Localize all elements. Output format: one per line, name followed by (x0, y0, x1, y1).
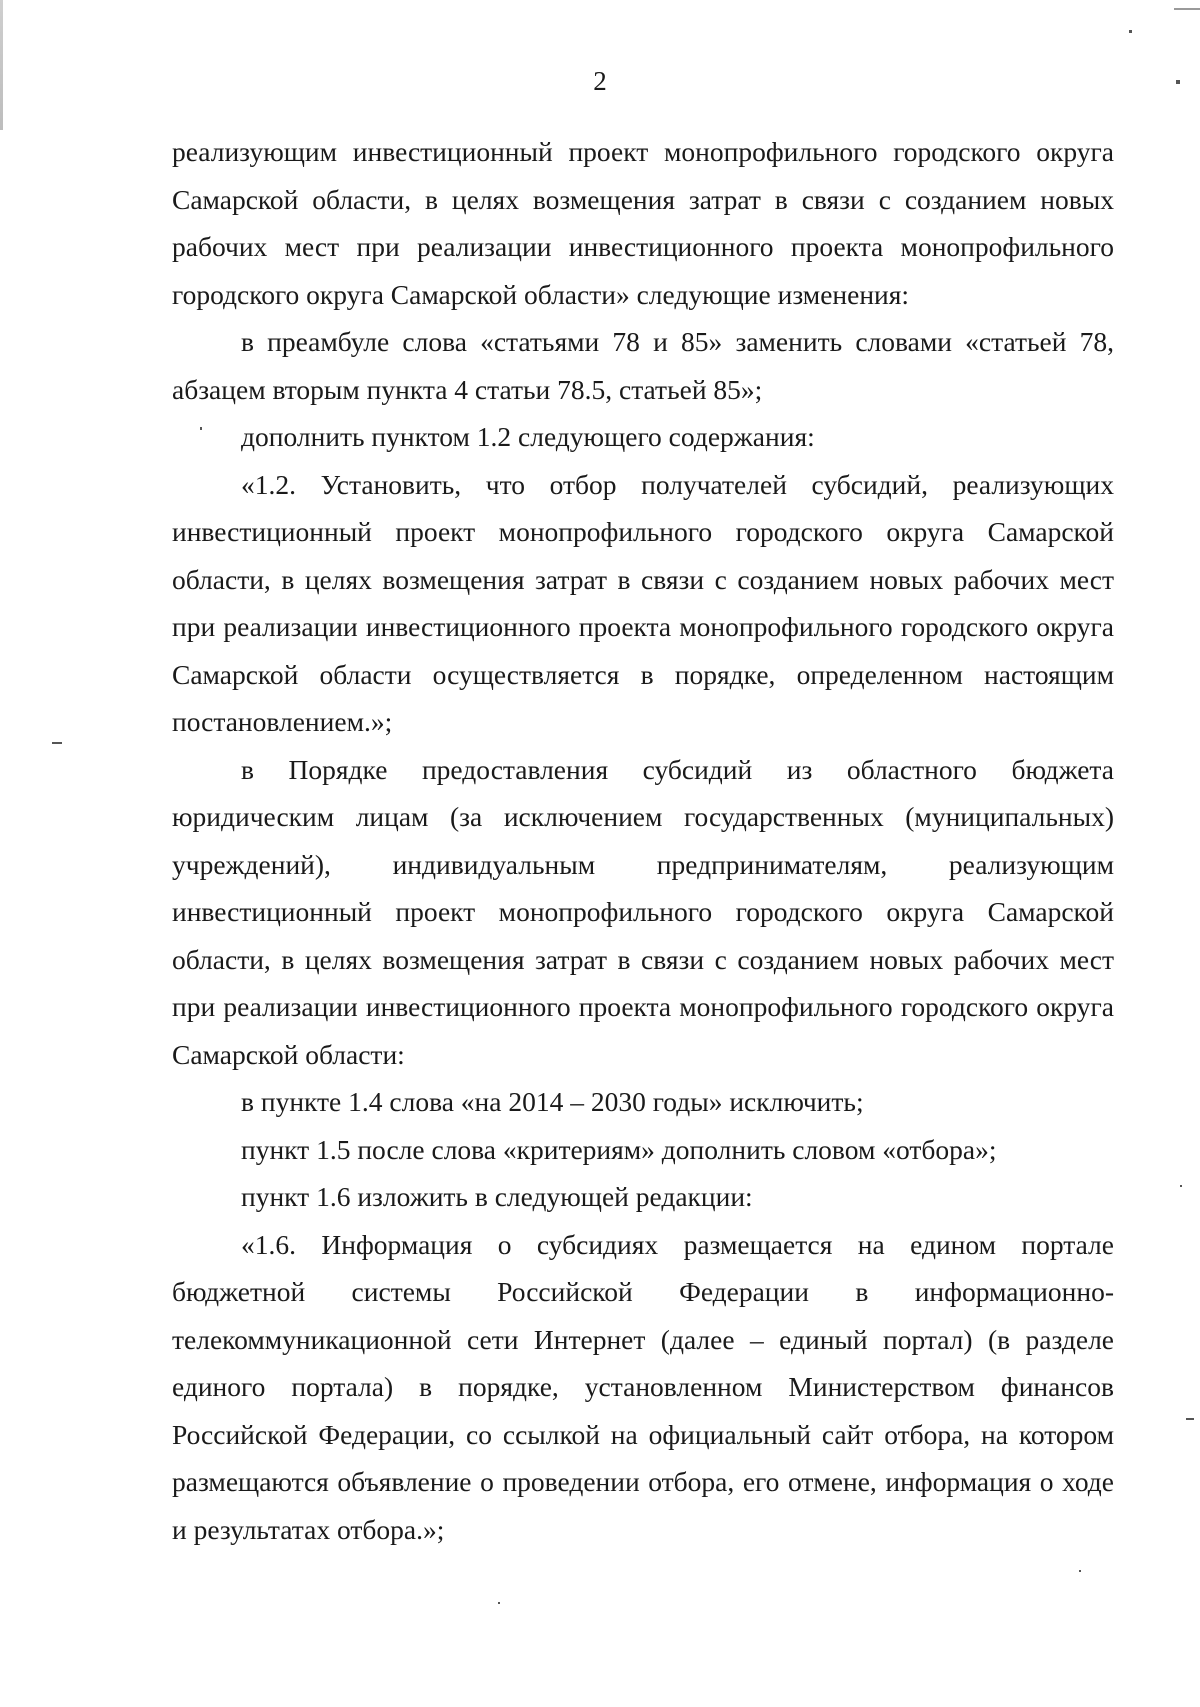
scan-speck (52, 742, 62, 744)
paragraph: пункт 1.5 после слова «критериям» дополнить словом «отбора»; (241, 1133, 997, 1165)
page-number: 2 (593, 66, 607, 96)
scan-speck (200, 427, 202, 430)
scan-speck (498, 1602, 500, 1604)
scan-edge-shadow (0, 0, 3, 130)
paragraph: пункт 1.6 изложить в следующей редакции: (241, 1181, 753, 1212)
paragraph: в преамбуле слова «статьями 78 и 85» заменить словами «статьей 78, абзацем вторым пункта 4 статьи 78.5, статьей 85»; (172, 326, 1114, 405)
paragraph: в Порядке предоставления субсидий из областного бюджета юридическим лицам (за исключением государственных (муниципальных) учреждений), индивидуальным предпринимателям, реализующим инвестиционный проект монопрофильного городского округа Самарской области, в целях возмещения затрат в связи с созданием новых рабочих мест при реализации инвестиционного проекта монопрофильного городского округа Самарской области: (172, 753, 1114, 1070)
paragraph: дополнить пунктом 1.2 следующего содержания: (241, 421, 815, 452)
paragraph: «1.2. Установить, что отбор получателей субсидий, реализующих инвестиционный проект монопрофильного городского округа Самарской области, в целях возмещения затрат в связи с созданием новых рабочих мест при реализации инвестиционного проекта монопрофильного городского округа Самарской области осуществляется в порядке, определенном настоящим постановлением.»; (172, 468, 1114, 737)
scan-speck (1180, 1185, 1182, 1187)
scan-edge-mark (1174, 8, 1200, 10)
scan-speck (1129, 30, 1132, 33)
paragraph: «1.6. Информация о субсидиях размещается на едином портале бюджетной системы Российской Федерации в информационно-телекоммуникационной сети Интернет (далее – единый портал) (в разделе единого портала) в порядке, установленном Министерством финансов Российской Федерации, со ссылкой на официальный сайт отбора, на котором размещаются объявление о проведении отбора, его отмене, информация о ходе и результатах отбора.»; (172, 1228, 1114, 1545)
paragraph: реализующим инвестиционный проект монопрофильного городского округа Самарской области, в целях возмещения затрат в связи с созданием новых рабочих мест при реализации инвестиционного проекта монопрофильного городского округа Самарской области» следующие изменения: (172, 136, 1114, 310)
scan-speck (1176, 80, 1180, 84)
paragraph: в пункте 1.4 слова «на 2014 – 2030 годы» исключить; (241, 1086, 864, 1117)
scan-speck (1186, 1418, 1194, 1420)
document-body (172, 128, 1114, 1553)
scan-speck (1079, 1570, 1081, 1572)
